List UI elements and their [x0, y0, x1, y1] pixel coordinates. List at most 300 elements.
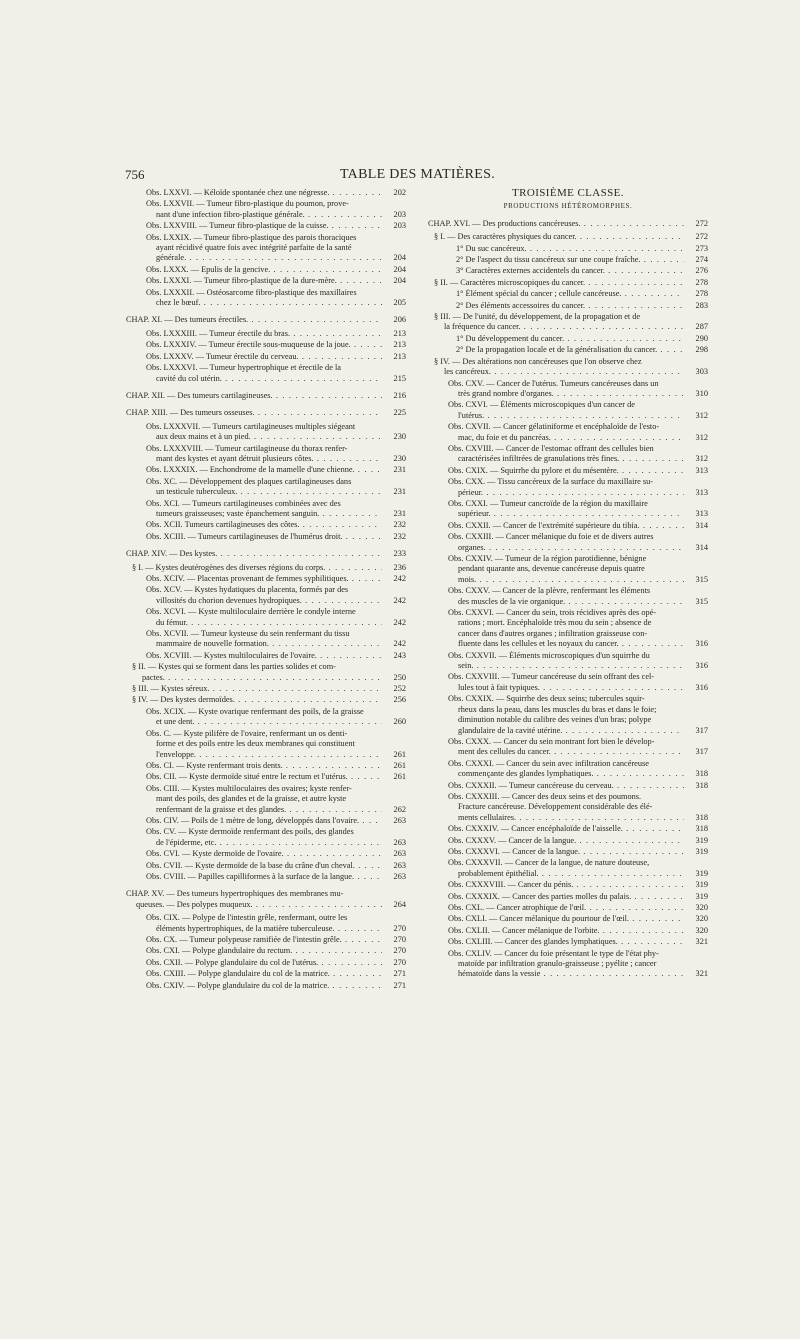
page-ref: 298	[695, 345, 708, 355]
toc-entry	[126, 352, 406, 362]
toc-entry	[428, 232, 708, 242]
entry-text: Obs. CXXVII. — Éléments microscopiques d'un squirrhe du	[448, 650, 650, 660]
entry-text: Obs. CXXX. — Cancer du sein montrant fort bien le dévelop-	[448, 736, 655, 746]
entry-text: Obs. CVIII. — Papilles capilliformes à la surface de la langue. . . .	[146, 872, 382, 882]
page-ref: 319	[695, 868, 708, 878]
toc-entry	[126, 188, 406, 198]
entry-text: Obs. LXXVII. — Tumeur fibro-plastique du poumon, prove-	[146, 199, 349, 209]
entry-text: mac, du foie et du pancréas. . . .	[458, 433, 684, 443]
toc-entry	[126, 695, 406, 705]
entry-text: cancer dans d'autres organes ; infiltration graisseuse con-	[458, 628, 648, 638]
toc-entry	[126, 520, 406, 530]
entry-text: § II. — Caractères microscopiques du cancer. . . .	[434, 278, 684, 288]
entry-text: Obs. CX. — Tumeur polypeuse ramifiée de l'intestin grêle. . . .	[146, 935, 382, 945]
entry-text: Obs. CXXIV. — Tumeur de la région parotidienne, bénigne	[448, 554, 647, 563]
toc-entry	[428, 937, 708, 947]
toc-entry	[428, 466, 708, 476]
page-ref: 318	[695, 812, 708, 822]
entry-text: périeur. . . .	[458, 488, 684, 498]
page-ref: 243	[393, 650, 406, 660]
entry-text: Obs. XCIX. — Kyste ovarique renfermant des poils, de la graisse	[146, 706, 364, 716]
page-ref: 215	[393, 373, 406, 383]
entry-text: Obs. LXXXIII. — Tumeur érectile du bras. . . .	[146, 329, 382, 339]
class-subtitle: PRODUCTIONS HÉTÉROMORPHES.	[503, 202, 633, 211]
entry-text: Obs. CI. — Kyste renfermant trois dents. . . .	[146, 761, 382, 771]
page-ref: 276	[695, 266, 708, 276]
entry-text: chez le bœuf. . . .	[156, 298, 382, 308]
page-ref: 261	[393, 749, 406, 759]
entry-text: 3° Caractères externes accidentels du cancer. . . .	[456, 266, 684, 276]
entry-text: aux deux mains et à un pied. . . .	[156, 432, 382, 442]
entry-text: 1° Du développement du cancer. . . .	[456, 334, 684, 344]
page-ref: 261	[393, 772, 406, 782]
page-ref: 316	[695, 682, 708, 692]
page-ref: 317	[695, 747, 708, 757]
page-ref: 263	[393, 860, 406, 870]
entry-text: Obs. LXXIX. — Tumeur fibro-plastique des parois thoraciques	[146, 232, 357, 242]
toc-entry	[126, 408, 406, 418]
toc-entry	[126, 684, 406, 694]
entry-text: commençante des glandes lymphatiques. . . .	[458, 769, 684, 779]
page-header	[125, 167, 710, 187]
entry-text: des muscles de la vie organique. . . .	[458, 597, 684, 607]
toc-entry	[428, 521, 708, 531]
entry-text: Obs. CXXIII. — Cancer mélanique du foie et de divers autres	[448, 532, 654, 542]
toc-entry	[126, 784, 406, 815]
entry-text: glandulaire de la cavité utérine. . . .	[458, 726, 684, 736]
toc-entry	[126, 913, 406, 934]
page-ref: 242	[393, 639, 406, 649]
chapter-title: CHAP. XII. — Des tumeurs cartilagineuses. . . .	[126, 391, 382, 401]
toc-entry	[126, 563, 406, 573]
page-ref: 315	[695, 596, 708, 606]
page-ref: 316	[695, 639, 708, 649]
toc-entry	[126, 651, 406, 661]
toc-entry	[428, 554, 708, 585]
toc-entry	[126, 849, 406, 859]
page-ref: 262	[393, 804, 406, 814]
toc-entry	[126, 969, 406, 979]
entry-text: Obs. CXXXII. — Tumeur cancéreuse du cerveau. . . .	[448, 781, 684, 791]
entry-text: du fémur. . . .	[156, 618, 382, 628]
toc-entry	[428, 914, 708, 924]
chapter-title: CHAP. XIII. — Des tumeurs osseuses. . . .	[126, 408, 382, 418]
entry-text: Obs. LXXXIV. — Tumeur érectile sous-muqueuse de la joue. . . .	[146, 340, 382, 350]
entry-text: Obs. CXXXIX. — Cancer des parties molles du palais. . . .	[448, 892, 684, 902]
page-ref: 318	[695, 780, 708, 790]
toc-entry	[428, 672, 708, 693]
toc-entry	[428, 737, 708, 758]
page-ref: 204	[393, 264, 406, 274]
toc-entry	[126, 477, 406, 498]
page-ref: 230	[393, 453, 406, 463]
toc-entry	[126, 265, 406, 275]
entry-text: sein. . . .	[458, 661, 684, 671]
toc-entries-right	[428, 219, 708, 980]
toc-entry	[428, 903, 708, 913]
entry-text: pactes. . . .	[142, 673, 382, 683]
entry-text: Obs. LXXXVI. — Tumeur hypertrophique et érectile de la	[146, 363, 341, 373]
toc-entry	[126, 861, 406, 871]
page-ref: 313	[695, 487, 708, 497]
class-title: TROISIÈME CLASSE.	[512, 187, 624, 199]
page-ref: 314	[695, 520, 708, 530]
entry-text: ments cellulaires. . . .	[458, 813, 684, 823]
chapter-title: CHAP. XVI. — Des productions cancéreuses. . . .	[428, 219, 684, 229]
entry-text: § IV. — Des kystes dermoïdes. . . .	[132, 695, 382, 705]
page-ref: 321	[695, 937, 708, 947]
entry-text: l'utérus. . . .	[458, 411, 684, 421]
toc-entry	[428, 357, 708, 378]
toc-entry	[428, 892, 708, 902]
entry-text: 1° Élément spécial du cancer ; cellule cancéreuse. . . .	[456, 289, 684, 299]
page-ref: 203	[393, 221, 406, 231]
page-ref: 205	[393, 298, 406, 308]
entry-text: supérieur. . . .	[458, 509, 684, 519]
toc-entry	[428, 400, 708, 421]
entry-text: mois. . . .	[458, 575, 684, 585]
toc-entry	[126, 391, 406, 401]
page-ref: 310	[695, 388, 708, 398]
toc-entry	[428, 219, 708, 229]
entry-text: Obs. XCVI. — Kyste multiloculaire derrière le condyle interne	[146, 607, 356, 617]
page-ref: 314	[695, 542, 708, 552]
page-ref: 263	[393, 837, 406, 847]
toc-entry	[126, 574, 406, 584]
page-ref: 278	[695, 277, 708, 287]
toc-entry	[428, 379, 708, 400]
toc-entry	[428, 608, 708, 650]
toc-entry	[428, 824, 708, 834]
entry-text: Obs. CIX. — Polype de l'intestin grêle, renfermant, outre les	[146, 913, 348, 923]
entry-text: 2° Des éléments accessoires du cancer. . . .	[456, 301, 684, 311]
entry-text: hématoïde dans la vessie . . .	[458, 969, 684, 979]
toc-entry	[428, 880, 708, 890]
entry-text: Obs. CXXXVI. — Cancer de la langue. . . .	[448, 847, 684, 857]
entry-text: Obs. LXXXVIII. — Tumeur cartilagineuse du thorax renfer-	[146, 443, 348, 453]
toc-column-left	[126, 188, 406, 992]
page-ref: 319	[695, 846, 708, 856]
toc-entry	[126, 199, 406, 220]
page-ref: 272	[695, 232, 708, 242]
entry-text: un testicule tuberculeux. . . .	[156, 487, 382, 497]
page-ref: 318	[695, 769, 708, 779]
entry-text: Obs. C. — Kyste pilifère de l'ovaire, renfermant un os denti-	[146, 728, 348, 738]
entry-text: Obs. CXXXIV. — Cancer encéphaloïde de l'aisselle. . . .	[448, 824, 684, 834]
toc-entry	[126, 872, 406, 882]
page-ref: 203	[393, 209, 406, 219]
page-ref: 271	[393, 980, 406, 990]
entry-text: lules tout à fait typiques. . . .	[458, 683, 684, 693]
toc-entry	[126, 607, 406, 628]
toc-entry	[428, 926, 708, 936]
entry-text: Obs. CII. — Kyste dermoïde situé entre le rectum et l'utérus. . . .	[146, 772, 382, 782]
page-ref: 213	[393, 351, 406, 361]
entry-text: Obs. LXXXV. — Tumeur érectile du cerveau. . . .	[146, 352, 382, 362]
entry-text: Obs. CVI. — Kyste dermoïde de l'ovaire. . . .	[146, 849, 382, 859]
page-ref: 316	[695, 661, 708, 671]
page-ref: 231	[393, 465, 406, 475]
page-ref: 202	[393, 188, 406, 197]
entry-text: villosités du chorion devenues hydropiques. . . .	[156, 596, 382, 606]
page-ref: 270	[393, 923, 406, 933]
entry-text: Obs. CXXVIII. — Tumeur cancéreuse du sein offrant des cel-	[448, 672, 655, 682]
toc-entry	[126, 444, 406, 465]
page-ref: 231	[393, 508, 406, 518]
page-ref: 213	[393, 340, 406, 350]
toc-entry	[126, 958, 406, 968]
page-ref: 231	[393, 487, 406, 497]
chapter-title: queuses. — Des polypes muqueux. . . .	[136, 900, 382, 910]
page-ref: 320	[695, 925, 708, 935]
toc-entry	[126, 233, 406, 264]
page-ref: 233	[393, 549, 406, 559]
toc-entry	[428, 334, 708, 344]
entry-text: éléments hypertrophiques, de la matière tuberculeuse. . . .	[156, 924, 382, 934]
entry-text: Obs. CXV. — Cancer de l'utérus. Tumeurs cancéreuses dans un	[448, 378, 659, 388]
entry-text: Obs. CXXXIII. — Cancer des deux seins et des poumons.	[448, 791, 642, 801]
toc-entry	[428, 477, 708, 498]
entry-text: Obs. CXIX. — Squirrhe du pylore et du mésentère. . . .	[448, 466, 684, 476]
toc-entry	[126, 629, 406, 650]
entry-text: Obs. CVII. — Kyste dermoïde de la base du crâne d'un cheval. . . .	[146, 861, 382, 871]
toc-entry	[428, 278, 708, 288]
toc-entry	[126, 585, 406, 606]
entry-text: Obs. CXVIII. — Cancer de l'estomac offrant des cellules bien	[448, 443, 654, 453]
toc-entry	[126, 340, 406, 350]
entry-text: Obs. XCI. — Tumeurs cartilagineuses combinées avec des	[146, 498, 341, 508]
page-ref: 315	[695, 574, 708, 584]
page-ref: 250	[393, 672, 406, 682]
toc-entry	[126, 981, 406, 991]
page-ref: 263	[393, 849, 406, 859]
entry-text: Obs. XCVII. — Tumeur kysteuse du sein renfermant du tissu	[146, 629, 350, 639]
entry-text: Obs. CXIII. — Polype glandulaire du col de la matrice. . . .	[146, 969, 382, 979]
toc-column-right	[428, 188, 708, 981]
page-ref: 256	[393, 695, 406, 705]
entry-text: les cancéreux. . . .	[444, 367, 684, 377]
page-ref: 263	[393, 871, 406, 881]
page-ref: 272	[695, 218, 708, 228]
entry-text: pendant quarante ans, devenue cancéreuse depuis quatre	[458, 564, 645, 574]
page-ref: 274	[695, 255, 708, 265]
page-ref: 232	[393, 520, 406, 530]
page-ref: 313	[695, 465, 708, 475]
page-ref: 317	[695, 725, 708, 735]
entry-text: Obs. XCV. — Kystes hydatiques du placenta, formés par des	[146, 585, 349, 595]
toc-entry	[126, 329, 406, 339]
toc-entry	[126, 465, 406, 475]
toc-entry	[428, 847, 708, 857]
page-ref: 271	[393, 969, 406, 979]
page-ref: 303	[695, 367, 708, 377]
entry-text: Obs. CIV. — Poils de 1 mètre de long, développés dans l'ovaire. . . .	[146, 816, 382, 826]
entry-text: renfermant de la graisse et des glandes. . . .	[156, 805, 382, 815]
toc-entry	[428, 499, 708, 520]
entry-text: tumeurs graisseuses; vaste épanchement sanguin. . . .	[156, 509, 382, 519]
entry-text: Obs. LXXXII. — Ostéosarcome fibro-plastique des maxillaires	[146, 287, 357, 297]
page-ref: 204	[393, 276, 406, 286]
entry-text: Obs. CXVI. — Éléments microscopiques d'un cancer de	[448, 400, 635, 410]
entry-text: Obs. XCII. Tumeurs cartilagineuses des côtes. . . .	[146, 520, 382, 530]
toc-entry	[428, 312, 708, 333]
entry-text: § I. — Kystes deutérogènes des diverses régions du corps. . . .	[132, 563, 382, 573]
page-ref: 236	[393, 562, 406, 572]
toc-entry	[428, 792, 708, 823]
entry-text: Obs. LXXXVII. — Tumeurs cartilagineuses multiples siégeant	[146, 421, 356, 431]
toc-entry	[126, 707, 406, 728]
page-ref: 319	[695, 880, 708, 890]
page-ref: 290	[695, 333, 708, 343]
entry-text: Obs. CXLIV. — Cancer du foie présentant le type de l'état phy-	[448, 948, 659, 958]
entry-text: ayant récidivé quatre fois avec intégrité parfaite de la santé	[156, 243, 352, 253]
toc-entry	[126, 935, 406, 945]
entry-text: Obs. CXL. — Cancer atrophique de l'œil. . . .	[448, 903, 684, 913]
page-ref: 319	[695, 835, 708, 845]
entry-text: mammaire de nouvelle formation. . . .	[156, 639, 382, 649]
toc-entry	[428, 759, 708, 780]
page-ref: 261	[393, 760, 406, 770]
toc-entry	[126, 288, 406, 309]
entry-text: Obs. LXXXIX. — Enchondrome de la mamelle d'une chienne. . . .	[146, 465, 382, 475]
toc-entry	[428, 301, 708, 311]
entry-text: Obs. CXX. — Tissu cancéreux de la surface du maxillaire su-	[448, 477, 654, 487]
entry-text: cavité du col utérin. . . .	[156, 374, 382, 384]
page-ref: 270	[393, 957, 406, 967]
page-ref: 242	[393, 574, 406, 583]
entry-text: Obs. XCIII. — Tumeurs cartilagineuses de l'humérus droit. . . .	[146, 532, 382, 542]
entry-text: Obs. LXXX. — Epulis de la gencive. . . .	[146, 265, 382, 275]
entry-text: nant d'une infection fibro-plastique générale. . . .	[156, 210, 382, 220]
entry-text: rheux dans la peau, dans les muscles du bras et dans le foie;	[458, 704, 657, 714]
page-ref: 213	[393, 328, 406, 338]
entry-text: Obs. XC. — Développement des plaques cartilagineuses dans	[146, 476, 352, 486]
toc-entry	[126, 363, 406, 384]
toc-entry	[428, 422, 708, 443]
page-ref: 321	[695, 969, 708, 979]
entry-text: Obs. CXLIII. — Cancer des glandes lymphatiques. . . .	[448, 937, 684, 947]
toc-entry	[126, 532, 406, 542]
entry-text: Obs. XCIV. — Placentas provenant de femmes syphilitiques. . . .	[146, 574, 382, 584]
toc-entry	[428, 289, 708, 299]
toc-entry	[126, 761, 406, 771]
toc-entry	[428, 586, 708, 607]
toc-entry	[428, 255, 708, 265]
page-number: 756	[125, 167, 145, 182]
entry-text: Obs. CXVII. — Cancer gélatiniforme et encéphaloïde de l'esto-	[448, 422, 660, 432]
entry-text: de l'épiderme, etc. . . .	[156, 838, 382, 848]
entry-text: Obs. CXII. — Polype glandulaire du col de l'utérus. . . .	[146, 958, 382, 968]
entry-text: § III. — Kystes séreux. . . .	[132, 684, 382, 694]
page-ref: 283	[695, 300, 708, 310]
toc-entry	[428, 266, 708, 276]
entry-text: fluente dans les cellules et les noyaux du cancer. . . .	[458, 639, 684, 649]
page-ref: 242	[393, 595, 406, 605]
entry-text: caractérisées infiltrées de granulations très fines. . . .	[458, 454, 684, 464]
toc-entry	[126, 889, 406, 910]
entry-text: très grand nombre d'organes. . . .	[458, 389, 684, 399]
entry-text: Obs. CXXVI. — Cancer du sein, trois récidives après des opé-	[448, 608, 657, 618]
page-ref: 287	[695, 322, 708, 332]
page-ref: 318	[695, 824, 708, 834]
page-ref: 216	[393, 390, 406, 400]
entry-text: Obs. CXXXVIII. — Cancer du pénis. . . .	[448, 880, 684, 890]
chapter-title: CHAP. XIV. — Des kystes. . . .	[126, 549, 382, 559]
toc-entry	[126, 827, 406, 848]
page-ref: 319	[695, 891, 708, 901]
toc-entry	[126, 422, 406, 443]
entry-text: Fracture cancéreuse. Développement considérable des élé-	[458, 802, 653, 812]
page-ref: 270	[393, 935, 406, 944]
entry-text: Obs. CXXXVII. — Cancer de la langue, de nature douteuse,	[448, 858, 650, 868]
page-ref: 225	[393, 408, 406, 418]
toc-entry	[428, 532, 708, 553]
entry-text: § II. — Kystes qui se forment dans les parties solides et com-	[132, 662, 336, 672]
page-ref: 270	[393, 946, 406, 956]
page-ref: 273	[695, 243, 708, 253]
entry-text: Obs. CIII. — Kystes multiloculaires des ovaires; kyste renfer-	[146, 783, 352, 793]
entry-text: organes. . . .	[458, 543, 684, 553]
entry-text: 2° De la propagation locale et de la généralisation du cancer. . . .	[456, 345, 684, 355]
toc-entry	[126, 315, 406, 325]
page-ref: 264	[393, 899, 406, 909]
chapter-title: CHAP. XV. — Des tumeurs hypertrophiques des membranes mu-	[126, 889, 344, 899]
entry-text: Obs. CXXIX. — Squirrhe des deux seins; tubercules squir-	[448, 694, 645, 704]
toc-entry	[126, 772, 406, 782]
page-ref: 232	[393, 531, 406, 541]
entry-text: § III. — De l'unité, du développement, de la propagation et de	[434, 312, 641, 322]
toc-entry	[428, 949, 708, 980]
entry-text: ment des cellules du cancer. . . .	[458, 747, 684, 757]
entry-text: générale. . . .	[156, 253, 382, 263]
chapter-title: CHAP. XI. — Des tumeurs érectiles. . . .	[126, 315, 382, 325]
page-ref: 252	[393, 684, 406, 694]
toc-entry	[126, 662, 406, 683]
page-ref: 242	[393, 617, 406, 627]
page-ref: 206	[393, 315, 406, 325]
page-title: TABLE DES MATIÈRES.	[339, 167, 496, 182]
entry-text: forme et des poils entre les deux membranes qui constituent	[156, 739, 355, 749]
toc-entry	[428, 836, 708, 846]
toc-entry	[428, 244, 708, 254]
entry-text: Obs. LXXXI. — Tumeur fibro-plastique de la dure-mère. . . .	[146, 276, 382, 286]
toc-entry	[428, 651, 708, 672]
entry-text: Obs. LXXVI. — Kéloïde spontanée chez une négresse. . . .	[146, 188, 382, 198]
toc-entry	[126, 499, 406, 520]
entry-text: et une dent. . . .	[156, 717, 382, 727]
entry-text: § IV. — Des altérations non cancéreuses que l'on observe chez	[434, 356, 642, 366]
entry-text: Obs. CV. — Kyste dermoïde renfermant des poils, des glandes	[146, 827, 354, 837]
toc-entry	[428, 444, 708, 465]
toc-entry	[428, 781, 708, 791]
toc-entry	[126, 946, 406, 956]
entry-text: diminution notable du calibre des veines d'un bras; polype	[458, 715, 652, 725]
toc-entry	[126, 816, 406, 826]
page-ref: 278	[695, 289, 708, 299]
entry-text: Obs. CXLII. — Cancer mélanique de l'orbite. . . .	[448, 926, 684, 936]
entry-text: probablement épithélial. . . .	[458, 869, 684, 879]
entry-text: la fréquence du cancer. . . .	[444, 322, 684, 332]
entry-text: § I. — Des caractères physiques du cancer. . . .	[434, 232, 684, 242]
page-ref: 230	[393, 432, 406, 442]
entry-text: rations ; mort. Encéphaloïde très mou du sein ; absence de	[458, 618, 652, 628]
entry-text: Obs. CXLI. — Cancer mélanique du pourtour de l'œil. . . .	[448, 914, 684, 924]
entry-text: l'enveloppe. . . .	[156, 750, 382, 760]
toc-entry	[126, 549, 406, 559]
page-ref: 204	[393, 253, 406, 263]
entry-text: 1° Du suc cancéreux. . . .	[456, 244, 684, 254]
entry-text: Obs. LXXVIII. — Tumeur fibro-plastique de la cuisse. . . .	[146, 221, 382, 231]
